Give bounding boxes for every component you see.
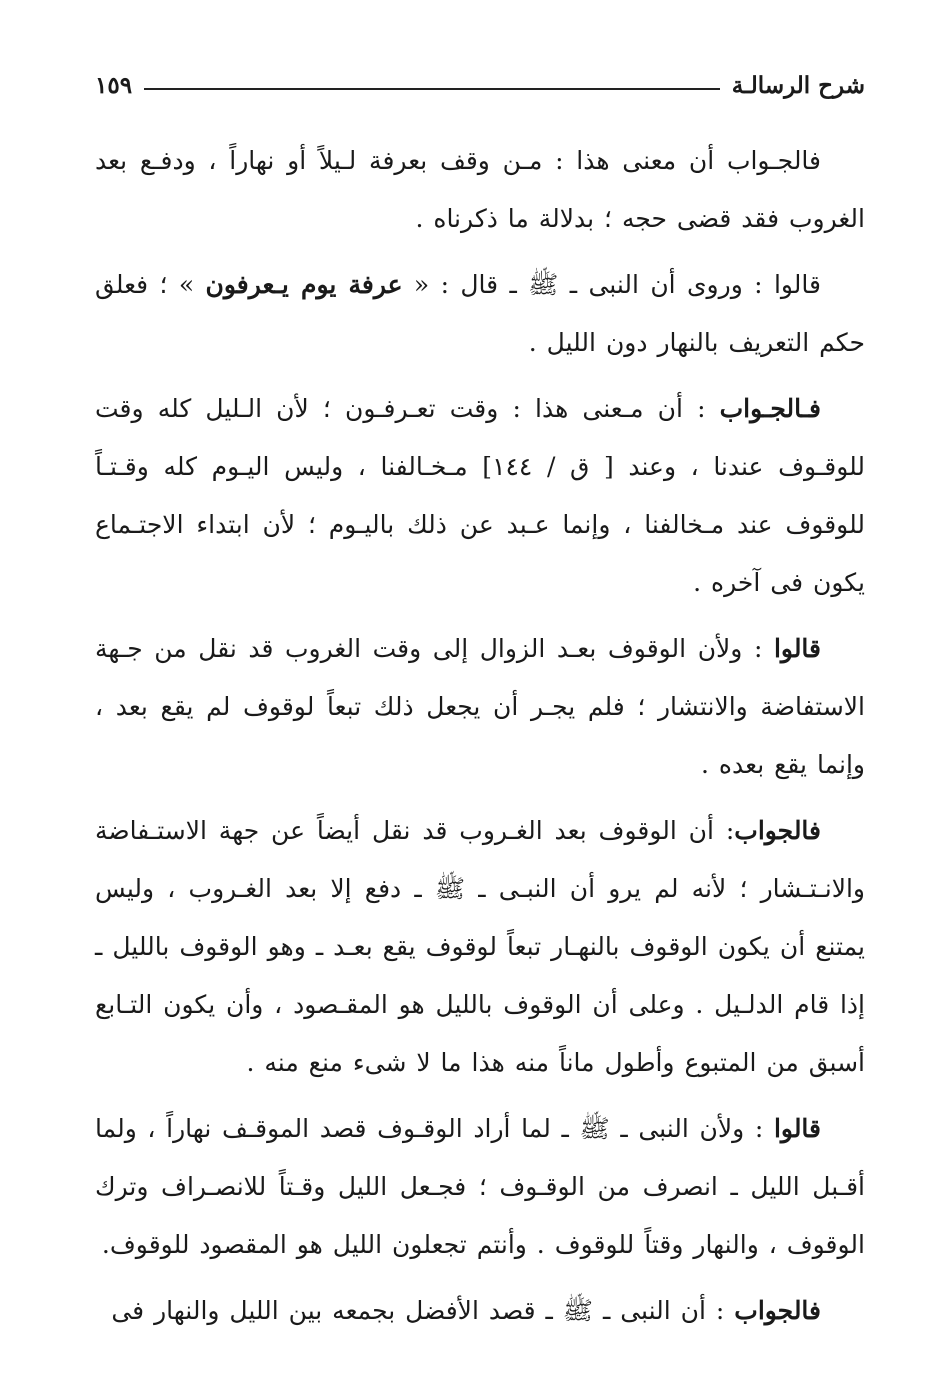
paragraph-6-text: : ولأن النبى ـ ﷺ ـ لما أراد الوقـوف قصد الموقـف نهاراً ، ولما أقـبل الليل ـ انصرف من الوقـوف ؛ فجـعل الليل وقـتاً للانصـراف وترك الوقوف ، والنهار وقتاً للوقوف . وأنتم تجعلون الليل هو المقصود للوقوف.: [95, 1114, 865, 1259]
paragraph-1: [95, 132, 865, 248]
header-rule: [144, 88, 720, 90]
paragraph-7-text: : أن النبى ـ ﷺ ـ قصد الأفضل بجمعه بين الليل والنهار فى: [111, 1296, 735, 1325]
paragraph-4-text: : ولأن الوقوف بعـد الزوال إلى وقت الغروب قد نقل من جـهة الاستفاضة والانتشار ؛ فلم يجـر أن يجعل ذلك تبعاً لوقوف لم يقع بعد ، وإنما يقع بعده .: [95, 634, 865, 779]
paragraph-5: [95, 802, 865, 1092]
paragraph-5-text: : أن الوقوف بعد الغـروب قد نقل أيضاً عن جهة الاستـفاضة والانـتـشار ؛ لأنه لم يرو أن النبـى ـ ﷺ ـ دفع إلا بعد الغـروب ، وليس يمتنع أن يكون الوقوف بالنهـار تبعاً لوقوف يقع بعـد ـ وهو الوقوف بالليل ـ إذا قام الدلـيل . وعلى أن الوقوف بالليل هو المقـصود ، وأن يكون التـابع أسبق من المتبوع وأطول ماناً منه هذا ما لا شىء منع منه .: [95, 816, 865, 1077]
paragraph-3: [95, 380, 865, 612]
paragraph-3-text: : أن مـعنى هذا : وقت تعـرفـون ؛ لأن الـليل كله وقت للوقـوف عندنا ، وعند [ ق / ١٤٤] مـخـالفنا ، وليس اليـوم كله وقـتـاً للوقوف عند مـخالفنا ، وإنما عـبد عن ذلك باليـوم ؛ لأن ابتداء الاجتـماع يكون فى آخره .: [95, 394, 866, 597]
book-page: [95, 60, 865, 1348]
paragraph-2-text-after: » ؛ فعلق حكم التعريف بالنهار دون الليل .: [95, 270, 865, 357]
hadith-quote: عرفة يوم يـعرفون: [205, 270, 403, 299]
paragraph-5-lead: فالجواب: [734, 816, 821, 845]
paragraph-6: [95, 1100, 865, 1274]
paragraph-4: [95, 620, 865, 794]
paragraph-3-lead: فـالجـواب: [719, 394, 821, 423]
running-header: [95, 60, 865, 110]
paragraph-1-text: فالجـواب أن معنى هذا : مـن وقف بعرفة لـيلاً أو نهاراً ، ودفـع بعد الغروب فقد قضى حجه ؛ بدلالة ما ذكرناه .: [95, 146, 865, 233]
paragraph-4-lead: قالوا: [773, 634, 821, 663]
paragraph-2-text-before: قالوا : وروى أن النبى ـ ﷺ ـ قال : «: [402, 270, 821, 299]
paragraph-7-lead: فالجواب: [734, 1296, 821, 1325]
running-title: شرح الرسالـة: [731, 71, 865, 99]
paragraph-7: [95, 1282, 865, 1340]
paragraph-2: [95, 256, 865, 372]
paragraph-6-lead: قالوا: [773, 1114, 821, 1143]
page-number: ١٥٩: [95, 71, 133, 99]
